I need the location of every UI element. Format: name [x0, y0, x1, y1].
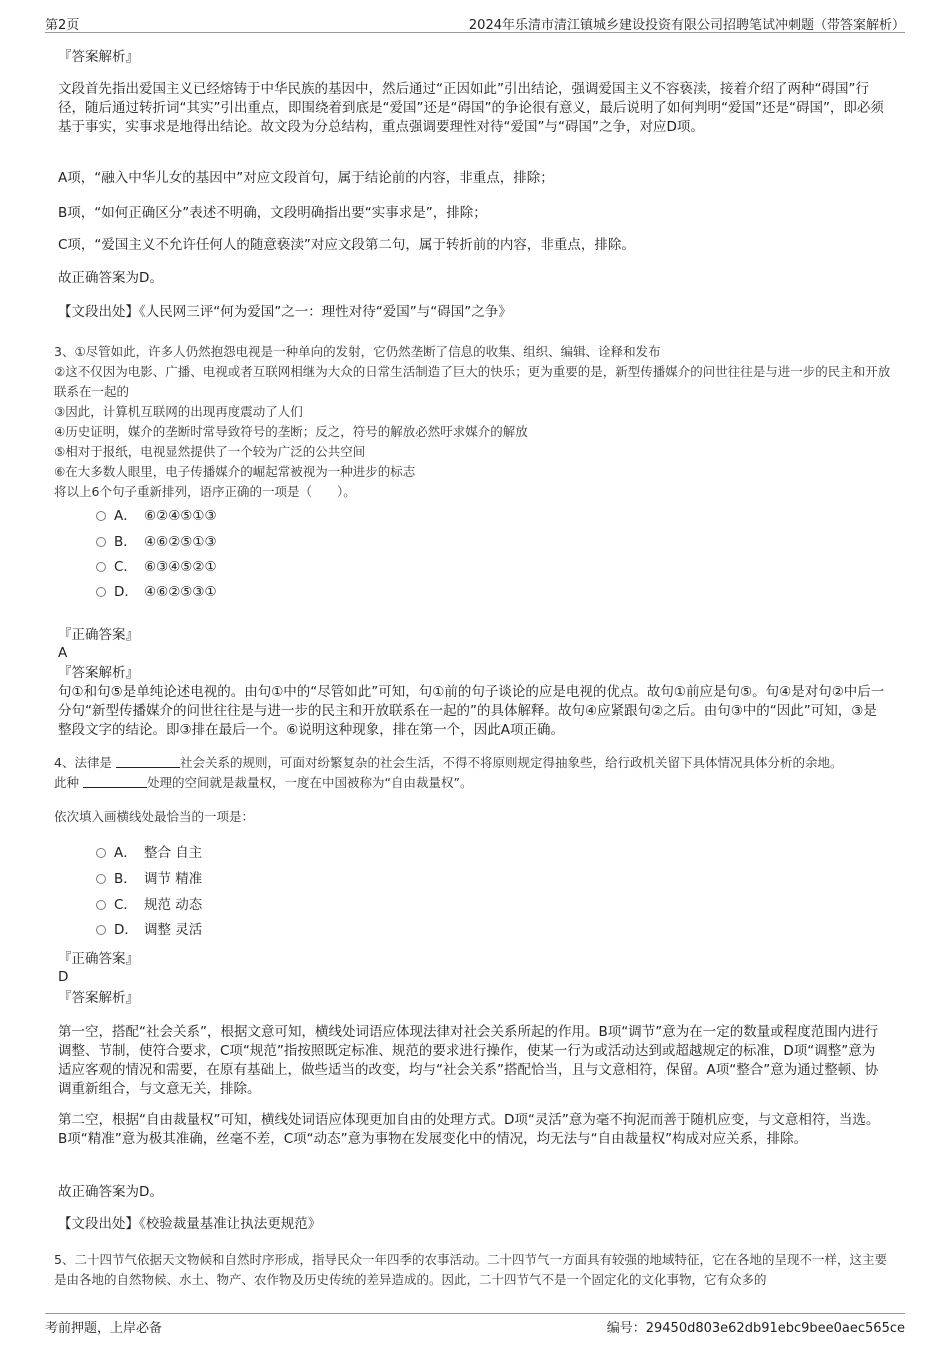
- option-text: 调节 精准: [144, 871, 203, 887]
- page-number: 第2页: [45, 18, 80, 33]
- radio-icon[interactable]: [96, 587, 106, 597]
- q3-sentence-2: ②这不仅因为电影、广播、电视或者互联网相继为大众的日常生活制造了巨大的快乐；更为重要的是，新型传播媒介的问世往往是与进一步的民主和开放联系在一起的: [54, 364, 891, 399]
- q4-stem-line-2: 此种 处理的空间就是裁量权，一度在中国被称为“自由裁量权”。: [54, 775, 473, 790]
- option-label: A．: [114, 508, 137, 524]
- option-label: B．: [114, 534, 137, 550]
- radio-icon[interactable]: [96, 562, 106, 572]
- q4-option-b[interactable]: [96, 869, 202, 889]
- radio-icon[interactable]: [96, 848, 106, 858]
- radio-icon[interactable]: [96, 537, 106, 547]
- option-text: 调整 灵活: [144, 922, 203, 938]
- q4-analysis-heading: 『答案解析』: [58, 990, 139, 1006]
- document-title: 2024年乐清市清江镇城乡建设投资有限公司招聘笔试冲刺题（带答案解析）: [468, 18, 905, 33]
- radio-icon[interactable]: [96, 925, 106, 935]
- q4-option-d[interactable]: [96, 920, 202, 940]
- q3-analysis: 句①和句⑤是单纯论述电视的。由句①中的“尽管如此”可知，句①前的句子谈论的应是电视的优点。故句①前应是句⑤。句④是对句②中后一分句“新型传播媒介的问世往往是与进一步的民主和开放联系在一起的”的具体解释。故句④应紧跟句②之后。由句③中的“因此”可知，③是整段文字的结论。即③排在最后一个。⑥说明这种现象，排在第一个，因此A项正确。: [58, 684, 885, 738]
- footer-slogan: 考前押题，上岸必备: [45, 1321, 163, 1336]
- q4-option-c[interactable]: [96, 895, 202, 915]
- q4-analysis-para-1: 第一空，搭配“社会关系”，根据文意可知，横线处词语应体现法律对社会关系所起的作用。B项“调节”意为在一定的数量或程度范围内进行调整、节制，使符合要求，C项“规范”指按照既定标准、规范的要求进行操作，使某一行为或活动达到或超越规定的标准，D项“调整”意为适应客观的情况和需要，在原有基础上，做些适当的改变，均与“社会关系”搭配恰当，且与文意相符，保留。A项“整合”意为通过整顿、协调重新组合，与文意无关，排除。: [58, 1024, 879, 1097]
- option-text: ⑥③④⑤②①: [144, 559, 217, 575]
- document-id: 编号：29450d803e62db91ebc9bee0aec565ce: [606, 1321, 905, 1336]
- page-header: [45, 10, 905, 33]
- q3-sentence-4: ④历史证明，媒介的垄断时常导致符号的垄断；反之，符号的解放必然吁求媒介的解放: [54, 424, 528, 439]
- q2-source: 【文段出处】《人民网三评“何为爱国”之一：理性对待“爱国”与“碍国”之争》: [58, 304, 512, 320]
- q3-answer: A: [58, 645, 68, 661]
- q3-option-c[interactable]: [96, 557, 217, 577]
- q3-sentence-3: ③因此，计算机互联网的出现再度震动了人们: [54, 404, 303, 419]
- option-label: C．: [114, 559, 137, 575]
- page-footer: [45, 1313, 905, 1336]
- option-label: D．: [114, 584, 138, 600]
- q3-sentence-5: ⑤相对于报纸，电视显然提供了一个较为广泛的公共空间: [54, 444, 366, 459]
- radio-icon[interactable]: [96, 874, 106, 884]
- q3-analysis-heading: 『答案解析』: [58, 665, 139, 681]
- q4-stem-line-1: 4、法律是 社会关系的规则，可面对纷繁复杂的社会生活，不得不将原则规定得抽象些，给行政机关留下具体情况具体分析的余地。: [54, 755, 843, 770]
- q4-answer: D: [58, 969, 69, 985]
- option-text: 整合 自主: [144, 845, 203, 861]
- radio-icon[interactable]: [96, 511, 106, 521]
- q2-option-b-analysis: B项，“如何正确区分”表述不明确，文段明确指出要“实事求是”，排除；: [58, 205, 487, 221]
- q3-sentence-6: ⑥在大多数人眼里，电子传播媒介的崛起常被视为一种进步的标志: [54, 464, 416, 479]
- q2-analysis-para: 文段首先指出爱国主义已经熔铸于中华民族的基因中，然后通过“正因如此”引出结论，强调爱国主义不容亵渎，接着介绍了两种“碍国”行径，随后通过转折词“其实”引出重点，即围绕着到底是“爱国”还是“碍国”的争论很有意义，最后说明了如何判明“爱国”还是“碍国”，即必须基于事实，实事求是地得出结论。故文段为分总结构，重点强调要理性对待“爱国”与“碍国”之争，对应D项。: [58, 81, 884, 135]
- option-label: C．: [114, 897, 137, 913]
- option-text: ④⑥②⑤①③: [144, 534, 217, 550]
- q3-answer-heading: 『正确答案』: [58, 627, 139, 643]
- q2-option-c-analysis: C项，“爱国主义不允许任何人的随意亵渎”对应文段第二句，属于转折前的内容，非重点，排除。: [58, 237, 635, 253]
- q3-sentence-1: 3、①尽管如此，许多人仍然抱怨电视是一种单向的发射，它仍然垄断了信息的收集、组织、编辑、诠释和发布: [54, 344, 661, 359]
- q4-conclusion: 故正确答案为D。: [58, 1184, 163, 1200]
- q4-option-a[interactable]: [96, 843, 202, 863]
- blank-line: [116, 755, 180, 768]
- q4-answer-heading: 『正确答案』: [58, 951, 139, 967]
- radio-icon[interactable]: [96, 900, 106, 910]
- option-text: ⑥②④⑤①③: [144, 508, 217, 524]
- q4-source: 【文段出处】《校验裁量基准让执法更规范》: [58, 1216, 322, 1232]
- q3-option-a[interactable]: [96, 506, 217, 526]
- q2-analysis-heading: 『答案解析』: [58, 49, 139, 65]
- option-text: 规范 动态: [144, 897, 203, 913]
- q2-option-a-analysis: A项，“融入中华儿女的基因中”对应文段首句，属于结论前的内容，非重点，排除；: [58, 170, 554, 186]
- option-label: B．: [114, 871, 137, 887]
- q3-option-b[interactable]: [96, 532, 217, 552]
- option-label: D．: [114, 922, 138, 938]
- q3-prompt: 将以上6个句子重新排列，语序正确的一项是（ ）。: [54, 484, 356, 499]
- q5-text: 5、二十四节气依据天文物候和自然时序形成，指导民众一年四季的农事活动。二十四节气一方面具有较强的地域特征，它在各地的呈现不一样，这主要是由各地的自然物候、水土、物产、农作物及历史传统的差异造成的。因此，二十四节气不是一个固定化的文化事物，它有众多的: [54, 1252, 887, 1287]
- q3-option-d[interactable]: [96, 582, 217, 602]
- option-text: ④⑥②⑤③①: [144, 584, 217, 600]
- option-label: A．: [114, 845, 137, 861]
- q4-analysis-para-2: 第二空，根据“自由裁量权”可知，横线处词语应体现更加自由的处理方式。D项“灵活”意为毫不拘泥而善于随机应变，与文意相符，当选。B项“精准”意为极其准确，丝毫不差，C项“动态”意为事物在发展变化中的情况，均无法与“自由裁量权”构成对应关系，排除。: [58, 1112, 880, 1147]
- q4-prompt: 依次填入画横线处最恰当的一项是：: [54, 809, 255, 824]
- blank-line: [83, 775, 147, 788]
- q2-conclusion: 故正确答案为D。: [58, 270, 163, 286]
